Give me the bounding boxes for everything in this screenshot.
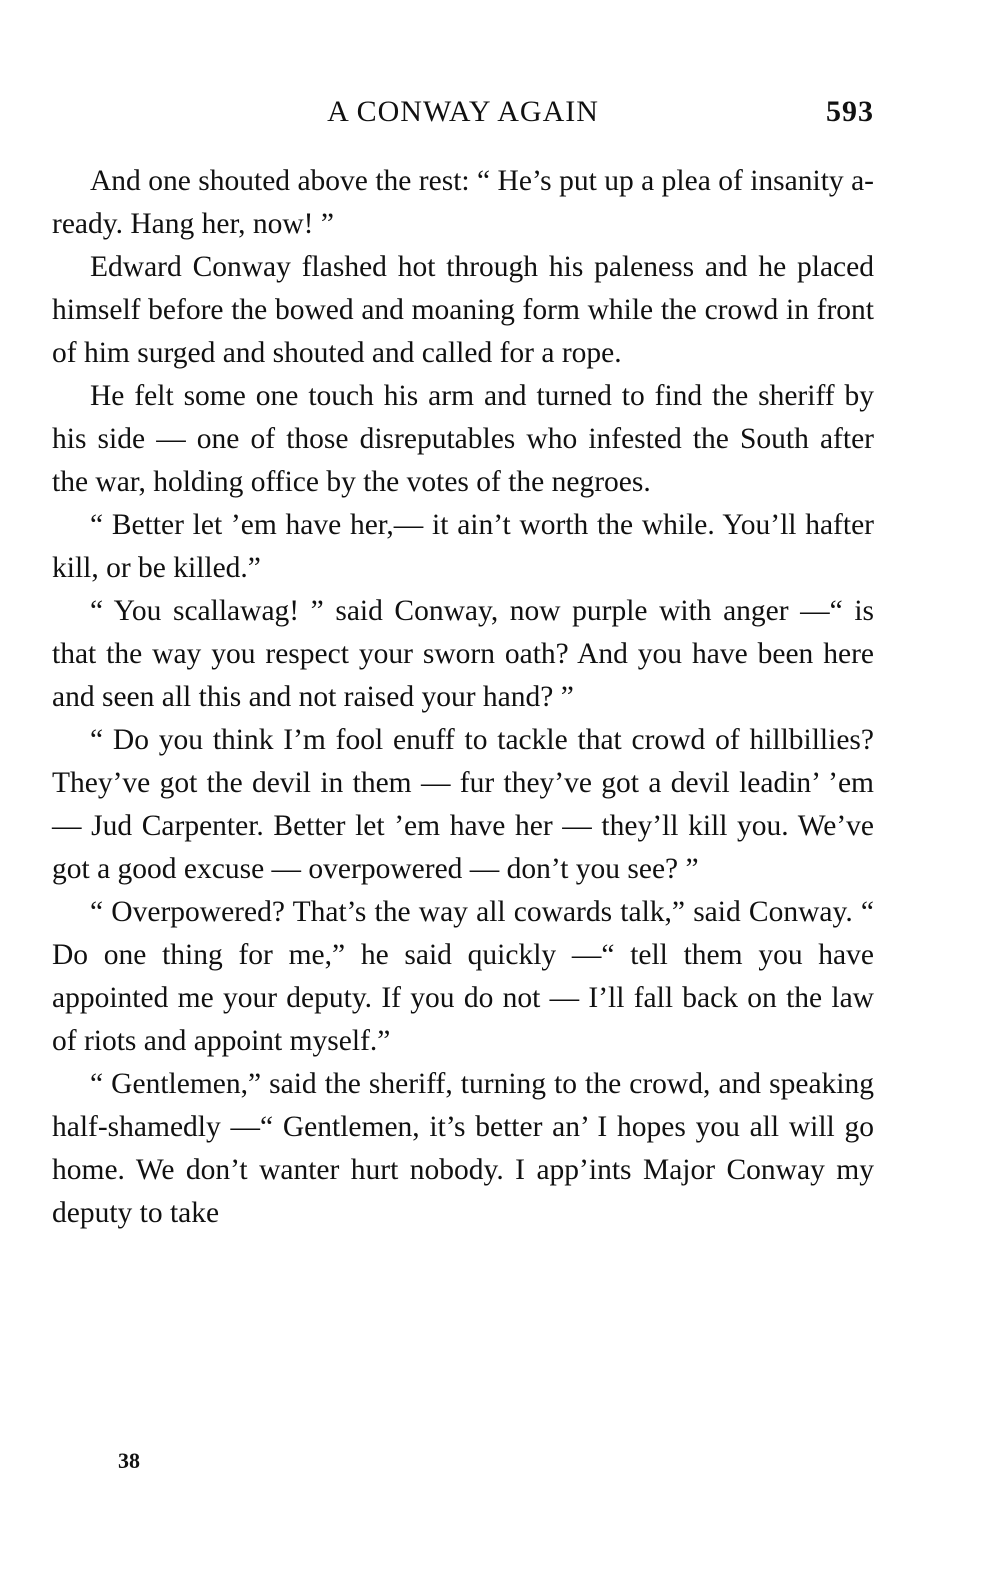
page-number: 593: [826, 95, 874, 128]
paragraph: “ Gentlemen,” said the sheriff, turning to the crowd, and speaking half-shamedly —“ Gentlemen, it’s better an’ I hopes you all will go home. We don’t wanter hurt nobody. I app’ints Major Conway my deputy to take: [52, 1068, 874, 1229]
body-text: [52, 160, 874, 1235]
paragraph: “ You scallawag! ” said Conway, now purple with anger —“ is that the way you respect your sworn oath? And you have been here and seen all this and not raised your hand? ”: [52, 595, 874, 713]
paragraph: “ Do you think I’m fool enuff to tackle that crowd of hillbillies? They’ve got the devil in them — fur they’ve got a devil leadin’ ’em — Jud Carpenter. Better let ’em have her — they’ll kill you. We’ve got a good excuse — overpowered — don’t you see? ”: [52, 724, 874, 885]
paragraph: And one shouted above the rest: “ He’s put up a plea of insanity a-ready. Hang her, now! ”: [52, 165, 874, 240]
paragraph: He felt some one touch his arm and turned to find the sheriff by his side — one of those disreputables who infested the South after the war, holding office by the votes of the negroes.: [52, 380, 874, 498]
running-title: A CONWAY AGAIN: [327, 95, 599, 128]
paragraph: “ Overpowered? That’s the way all cowards talk,” said Conway. “ Do one thing for me,” he said quickly —“ tell them you have appointed me your deputy. If you do not — I’ll fall back on the law of riots and appoint myself.”: [52, 896, 874, 1057]
signature-mark: 38: [118, 1448, 140, 1473]
paragraph: Edward Conway flashed hot through his paleness and he placed himself before the bowed and moaning form while the crowd in front of him surged and shouted and called for a rope.: [52, 251, 874, 369]
running-head: [52, 95, 874, 140]
paragraph: “ Better let ’em have her,— it ain’t worth the while. You’ll hafter kill, or be killed.”: [52, 509, 874, 584]
